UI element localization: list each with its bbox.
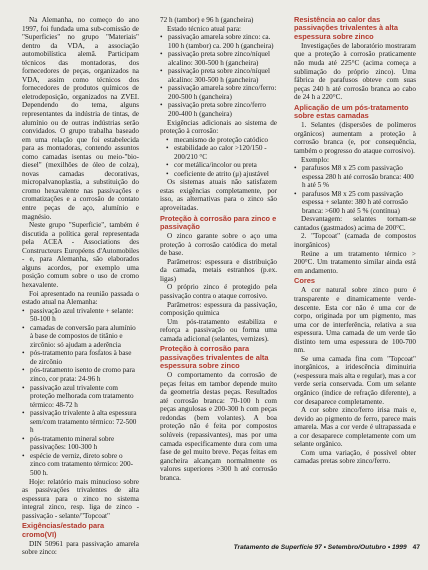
page-footer xyxy=(230,544,420,551)
column-3 xyxy=(294,16,416,466)
list-item: • pós-tratamento isento de cromo para zinco, cor prata: 24-96 h xyxy=(22,366,139,383)
journal-info: Tratamento de Superfície 97 • Setembro/Outubro • 1999 xyxy=(233,544,407,551)
list-item: • pós-tratamento para fosfatos à base de zircônio xyxy=(22,349,139,366)
list-item: • passivação azul trivalente + selante: 50-100 h xyxy=(22,307,139,324)
paragraph: Exemplo: xyxy=(301,155,329,164)
list-item: • mecanismo de proteção catódico xyxy=(166,136,277,145)
paragraph: Foi apresentado na reunião passada o estado atual na Alemanha: xyxy=(22,289,139,307)
paragraph: DIN 50961 para passivação amarela sobre zinco: xyxy=(22,539,139,557)
paragraph: O zinco garante sobre o aço uma proteção à corrosão catódica do metal de base. xyxy=(160,232,277,258)
paragraph: Reúne a um tratamento térmico > 200°C. Um tratamento similar ainda está em andamento. xyxy=(294,249,416,275)
list-item: • passivação amarela sobre zinco: ca. 100 h (tambor) ca. 200 h (gancheira) xyxy=(160,33,277,50)
paragraph: Parâmetros: espessura e distribuição da camada, metais estranhos (p.ex. ligas) xyxy=(160,257,277,283)
list-item: • parafusos M8 x 25 com passivação espessa 280 h até corrosão branca: 400 h até 5 % xyxy=(294,164,416,190)
list-item: • cor metálica/incolor ou preta xyxy=(166,161,277,170)
paragraph: 1. Selantes (dispersões de polímeros orgânicos) aumentam a proteção à corrosão branca (e, por consequência, também o progresso do ataque corrosivo). xyxy=(294,121,416,155)
paragraph: Parâmetros: espessura da passivação, composição química xyxy=(160,300,277,318)
paragraph: Desvantagem: selantes tornam-se cantados (gastmados) acima de 200°C. xyxy=(294,215,416,232)
section-heading: Resistência ao calor das passivações trivalentes à alta espessura sobre zinco xyxy=(294,15,398,41)
section-heading: Proteção à corrosão para zinco e passivação xyxy=(160,213,277,231)
list-item: • passivação preta sobre zinco/níquel alcalino: 300-500 h (gancheira) xyxy=(160,50,277,67)
paragraph: Hoje: relatório mais minucioso sobre as passivações trivalentes de alta espessura para o zinco no sistema integral zinco, resp. liga de zinco - passivação - selante/"Topcoat" xyxy=(22,477,139,520)
list-item: • parafusos M8 x 25 com passivação espessa + selante: 380 h até corrosão branca: >600 h até 5 % (contínua) xyxy=(294,190,416,216)
paragraph: 72 h (tambor) e 96 h (gancheira) xyxy=(160,16,254,24)
status-list xyxy=(22,307,139,478)
requirements-list xyxy=(160,136,277,179)
paragraph: Se uma camada fina com "Topcoat" inorgânicos, a iridescência diminuiria (»espessura mais alta e regular), mas a cor verde seria conservada. Com um selante orgânico (índice de refração diferente), a cor desaparece completamente. xyxy=(294,354,416,406)
paragraph: Os sistemas atuais não satisfazem estas exigências completamente, por isso, as alternativas para o zinco são aproveitadas. xyxy=(160,178,277,213)
section-heading: Cores xyxy=(294,276,315,286)
example-list xyxy=(294,164,416,215)
list-item: • passivação azul trivalente com proteção melhorada com tratamento térmico: 48-72 h xyxy=(22,384,139,410)
list-item: • estabilidade ao calor >120/150 - 200/210 °C xyxy=(166,144,277,161)
list-item: • passivação amarela sobre zinco/ferro: 200-500 h (gancheira) xyxy=(160,84,277,101)
paragraph: A cor sobre zinco/ferro irisa mais e, devido ao pigmento de ferro, parece mais amarela. Mas a cor verde é ultrapassada e a cor desaparece completamente com um selante orgânico. xyxy=(294,406,416,449)
paragraph: 2. "Topcoat" (camada de compostos inorgânicos) xyxy=(294,232,416,249)
list-item: • passivação preta sobre zinco/níquel alcalino: 300-500 h (gancheira) xyxy=(160,67,277,84)
paragraph: Exigências adicionais ao sistema de proteção à corrosão: xyxy=(160,118,277,136)
list-item: • pós-tratamento mineral sobre passivações: 100-300 h xyxy=(22,435,139,452)
paragraph: Estado técnico atual para: xyxy=(167,24,242,33)
list-item: • espécie de verniz, direto sobre o zinco com tratamento térmico: 200-500 h. xyxy=(22,452,139,478)
paragraph: A cor natural sobre zinco puro é transparente e dinamicamente verde-descente. Esta cor não é uma cor de corpo, originada por um pigmento, mas uma cor de interferência, relativa a sua espessura. Uma camada de um verde tão distinto tem uma espessura de 100-700 nm. xyxy=(294,286,416,355)
section-heading: Aplicação de um pós-tratamento sobre estas camadas xyxy=(294,102,409,121)
column-2 xyxy=(160,16,277,482)
paragraph: Investigações de laboratório mostraram que a proteção à corrosão praticamente não muda até 225°C (acima começa a sublimação do próprio zinco). Uma fábrica de parafusos obteve com suas peças 240 h até corrosão branca ao cabo de 24 h a 220°C. xyxy=(294,41,416,102)
paragraph: Neste grupo "Superficie", também é discutida a política geral representada pela ACEA - Associations des Constructeurs Européens d'Automobiles - e, para Alemanha, são elaborados alguns acordos, por exemplo uma posição comum sobre o uso de cromo hexavalente. xyxy=(22,221,139,289)
paragraph: O próprio zinco é protegido pela passivação contra o ataque corrosivo. xyxy=(160,283,277,300)
list-item: • passivação preta sobre zinco/ferro 200-400 h (gancheira) xyxy=(160,101,277,118)
list-item: • camadas de conversão para alumínio à base de compostos de titânio e zircônio: só ajudam a aderência xyxy=(22,324,139,350)
paragraph: Na Alemanha, no começo do ano 1997, foi fundada uma sub-comissão de "Superficies" no grupo "Materiais" dentro da VDA, a associação automobilística alemã. Participam técnicos das montadoras, dos fornecedores de peças, organizados na VDA, assim como técnicos dos fornecedores de produtos químicos de eletrodeposição, organizados na ZVEI. Dependendo do tema, alguns representantes da indústria de tintas, de alumínio ou de outras indústrias serão convidados. O grupo trabalha baseado em uma relação que foi estabelecida para as montadoras, contendo assuntos como camadas isentas ou meio-"bio-diesel" (mexilhões de óleo de colza), novas camadas decorativas, micropalvanoplastia, a substituição do cromo hexavalente nas passivações e cromatizações e a corrosão de contato entre peças de aço, alumínio e magnésio. xyxy=(22,16,139,221)
list-item: • passivação trivalente à alta espessura sem/com tratamento térmico: 72-500 h xyxy=(22,409,139,435)
paragraph: O comportamento da corrosão de peças feitas em tambor depende muito da geometria destas peças. Resultados até corrosão branca: 70-100 h com peças angulosas e 200-300 h com peças redondas (bem volantes). A boa proteção não é feita por compostos solúveis (repassivantes), mas por uma camada especificamente dura com uma fase de gel muito breve. Peças feitas em gancheira alcançam normalmente os valores superiores >300 h até corrosão branca. xyxy=(160,371,277,482)
section-heading: Exigências/estado para cromo(VI) xyxy=(22,521,105,539)
paragraph: Com uma variação, é possível obter camadas pretas sobre zinco/ferro. xyxy=(294,448,416,466)
column-1 xyxy=(22,16,139,557)
page-number: 47 xyxy=(412,544,420,551)
list-item: • coeficiente de atrito (μ) ajustável xyxy=(166,170,277,179)
state-list xyxy=(160,33,277,118)
section-heading: Proteção à corrosão para passivações trivalentes de alta espessura sobre zinco xyxy=(160,344,269,370)
paragraph: Um pós-tratamento estabiliza e reforça a passivação ou forma uma camada adicional (selantes, vernizes). xyxy=(160,317,277,343)
